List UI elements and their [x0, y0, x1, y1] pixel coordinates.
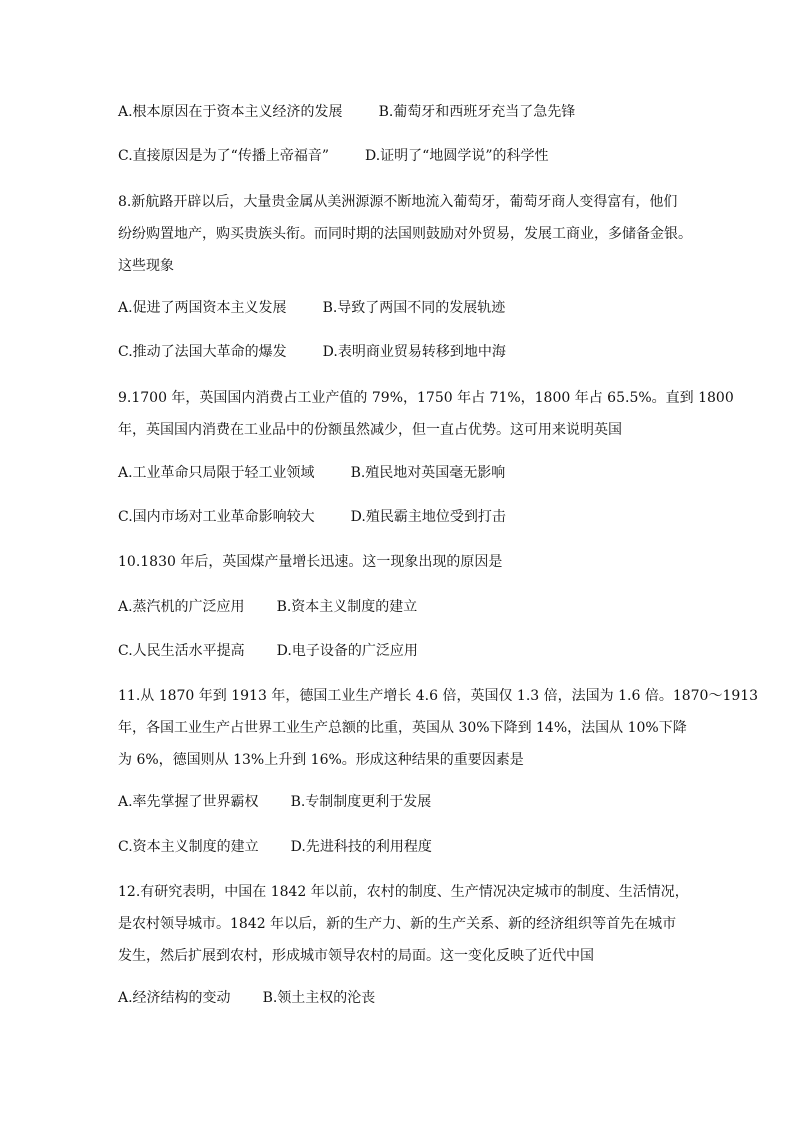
q10-options-row-2 — [118, 641, 418, 661]
q10-stem — [118, 552, 502, 572]
q11-options-row-2 — [118, 837, 432, 857]
q8-option-c: C.推动了法国大革命的爆发 — [118, 344, 287, 360]
q9-options-row-1 — [118, 463, 505, 483]
q10-option-a: A.蒸汽机的广泛应用 — [118, 599, 245, 615]
q11-stem-line: 11.从 1870 年到 1913 年，德国工业生产增长 4.6 倍，英国仅 1.3 倍，法国为 1.6 倍。1870～1913 — [118, 688, 759, 704]
q7-option-d: D.证明了“地圆学说”的科学性 — [364, 148, 549, 164]
q8-options-row-2 — [118, 342, 506, 362]
q9-stem-line: 9.1700 年，英国国内消费占工业产值的 79%，1750 年占 71%，1800 年占 65.5%。直到 1800 — [118, 390, 734, 406]
q10-option-d: D.电子设备的广泛应用 — [276, 643, 418, 659]
q7-options-row-1 — [118, 102, 575, 122]
q11-options-row-1 — [118, 792, 431, 812]
q10-option-b: B.资本主义制度的建立 — [276, 599, 418, 615]
q8-stem-line: 8.新航路开辟以后，大量贵金属从美洲源源不断地流入葡萄牙，葡萄牙商人变得富有，他们 — [118, 194, 678, 210]
q12-stem-line: 是农村领导城市。1842 年以后，新的生产力、新的生产关系、新的经济组织等首先在城市 — [118, 916, 677, 932]
q8-options-row-1 — [118, 298, 505, 318]
q11-stem-line: 为 6%，德国则从 13%上升到 16%。形成这种结果的重要因素是 — [118, 752, 524, 768]
q10-option-c: C.人民生活水平提高 — [118, 643, 245, 659]
q9-options-row-2 — [118, 507, 506, 527]
q7-option-b: B.葡萄牙和西班牙充当了急先锋 — [378, 104, 576, 120]
q11-option-c: C.资本主义制度的建立 — [118, 839, 259, 855]
q12-stem-line: 12.有研究表明，中国在 1842 年以前，农村的制度、生产情况决定城市的制度、生活情况， — [118, 884, 689, 900]
q11-stem-line: 年，各国工业生产占世界工业生产总额的比重，英国从 30%下降到 14%，法国从 10%下降 — [118, 720, 687, 736]
q8-stem — [118, 186, 692, 282]
q12-options-row-1 — [118, 988, 375, 1008]
q8-stem-line: 这些现象 — [118, 258, 174, 274]
q8-stem-line: 纷纷购置地产，购买贵族头衔。而同时期的法国则鼓励对外贸易，发展工商业，多储备金银。 — [118, 226, 692, 242]
q12-option-a: A.经济结构的变动 — [118, 990, 231, 1006]
q8-option-d: D.表明商业贸易转移到地中海 — [322, 344, 506, 360]
q9-stem — [118, 382, 734, 446]
q11-option-b: B.专制制度更利于发展 — [290, 794, 432, 810]
q9-stem-line: 年，英国国内消费在工业品中的份额虽然减少，但一直占优势。这可用来说明英国 — [118, 422, 622, 438]
q9-option-d: D.殖民霸主地位受到打击 — [350, 509, 506, 525]
q11-option-a: A.率先掌握了世界霸权 — [118, 794, 259, 810]
q12-option-b: B.领土主权的沦丧 — [262, 990, 376, 1006]
q7-options-row-2 — [118, 146, 548, 166]
q10-options-row-1 — [118, 597, 417, 617]
q8-option-a: A.促进了两国资本主义发展 — [118, 300, 287, 316]
q11-option-d: D.先进科技的利用程度 — [290, 839, 432, 855]
q9-option-a: A.工业革命只局限于轻工业领域 — [118, 465, 315, 481]
q12-stem-line: 发生，然后扩展到农村，形成城市领导农村的局面。这一变化反映了近代中国 — [118, 948, 594, 964]
q12-stem — [118, 876, 689, 972]
q7-option-a: A.根本原因在于资本主义经济的发展 — [118, 104, 343, 120]
q8-option-b: B.导致了两国不同的发展轨迹 — [322, 300, 506, 316]
q11-stem — [118, 680, 759, 776]
q9-option-b: B.殖民地对英国毫无影响 — [350, 465, 506, 481]
q9-option-c: C.国内市场对工业革命影响较大 — [118, 509, 315, 525]
q7-option-c: C.直接原因是为了“传播上帝福音” — [118, 148, 329, 164]
q10-stem-line: 10.1830 年后，英国煤产量增长迅速。这一现象出现的原因是 — [118, 554, 503, 570]
